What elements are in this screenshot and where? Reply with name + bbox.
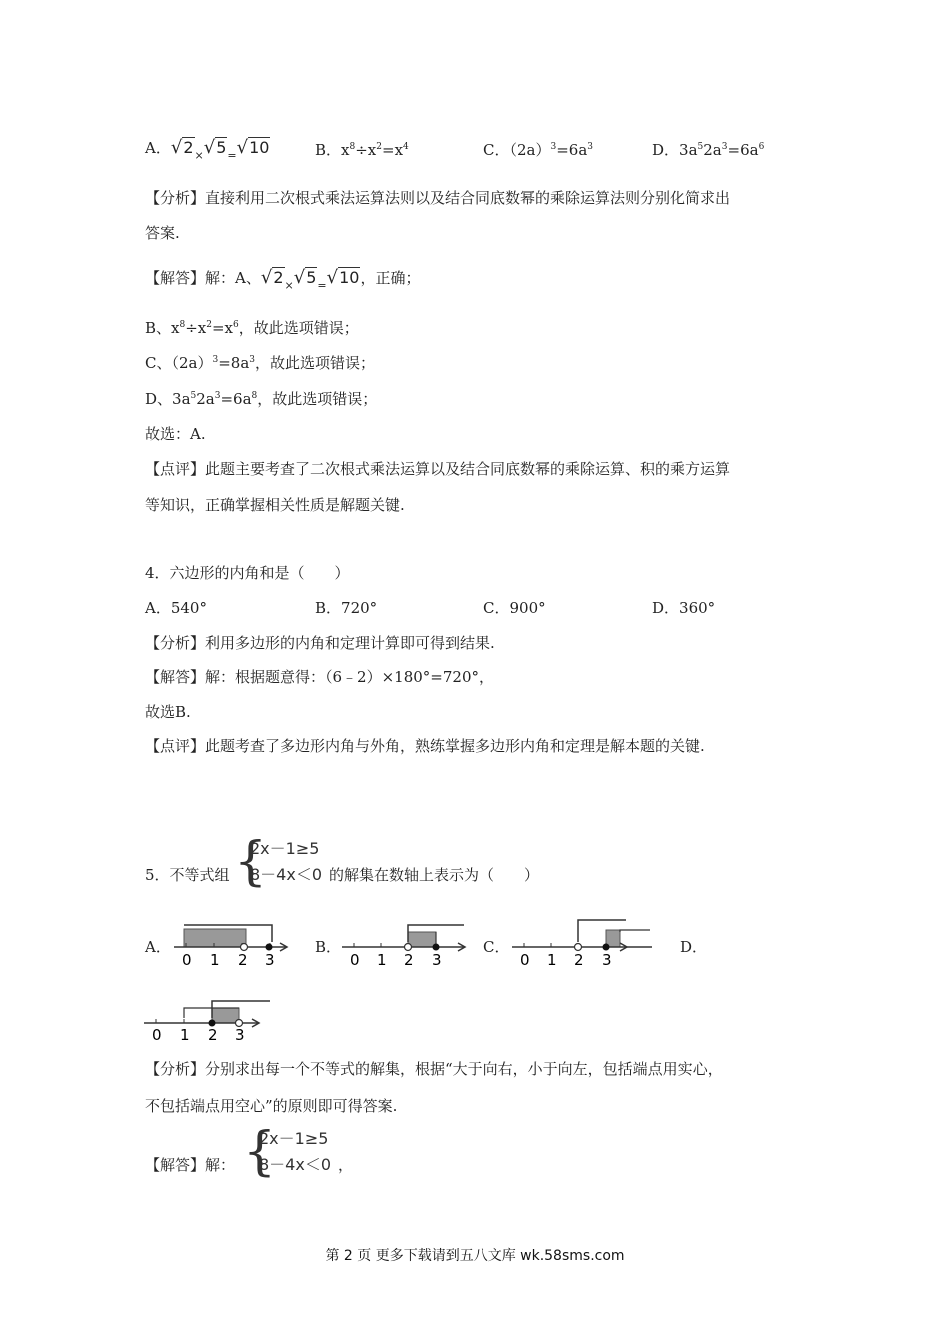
number-line-d	[142, 996, 274, 1042]
q5-option-c: C．	[483, 938, 510, 956]
q3-option-b: B．$x^8\div x^2=x^4$	[315, 141, 409, 159]
q5-answer-system: { 2x－1≥5 8－4x＜0	[243, 1122, 332, 1182]
q3-option-d: D．$3a^52a^3=6a^6$	[652, 141, 765, 159]
shaded-region	[408, 932, 436, 947]
q3-answer: 【解答】解：A、$√2_\times√5_=√10$，正确；	[145, 267, 421, 292]
q3-choose: 故选：A.	[145, 425, 206, 443]
tick-label: 2	[574, 951, 584, 968]
q4-option-b: B．720°	[315, 599, 378, 617]
q3-option-c: C．$(2a)^3=6a^3$	[483, 141, 594, 159]
q5-answer-comma: ，	[338, 1156, 354, 1174]
q5-suffix: 的解集在数轴上表示为（ ）	[329, 866, 540, 884]
sqrt5: √5	[293, 267, 317, 288]
q5-option-b: B．	[315, 938, 342, 956]
q5-analysis: 【分析】分别求出每一个不等式的解集，根据“大于向右，小于向左，包括端点用实心，	[145, 1060, 723, 1078]
q4-question: 4．六边形的内角和是（ ）	[145, 564, 350, 582]
tick-label: 1	[377, 951, 387, 968]
sqrt2: √2	[170, 137, 194, 158]
q5-analysis-cont: 不包括端点用空心”的原则即可得答案.	[145, 1097, 398, 1115]
number-line-c	[510, 916, 655, 968]
open-dot	[241, 944, 248, 951]
number-line-a	[172, 920, 292, 968]
q3-analysis-cont: 答案.	[145, 224, 180, 242]
q4-comment: 【点评】此题考查了多边形内角与外角，熟练掌握多边形内角和定理是解本题的关键.	[145, 737, 705, 755]
bracket-line	[620, 930, 650, 932]
tick-label: 1	[180, 1026, 190, 1042]
sqrt10: √10	[326, 267, 360, 288]
shaded-region	[212, 1008, 239, 1023]
q5-prefix: 5．不等式组	[145, 866, 230, 884]
sqrt2: √2	[260, 267, 284, 288]
q4-option-c: C．900°	[483, 599, 546, 617]
q3-step-b: B、$x^8\div x^2=x^6$，故此选项错误；	[145, 319, 359, 337]
tick-label: 0	[520, 951, 530, 968]
tick-label: 3	[235, 1026, 245, 1042]
tick-label: 1	[210, 951, 220, 968]
number-line-b	[340, 920, 470, 968]
q4-choose: 故选B.	[145, 703, 191, 721]
q4-option-d: D．360°	[652, 599, 716, 617]
sqrt5: √5	[203, 137, 227, 158]
tick-label: 0	[350, 951, 360, 968]
tick-label: 0	[182, 951, 192, 968]
page-footer: 第 2 页 更多下载请到五八文库 wk.58sms.com	[325, 1248, 625, 1264]
tick-label: 2	[238, 951, 248, 968]
q5-answer: 【解答】解：	[145, 1156, 236, 1174]
q3-comment-cont: 等知识，正确掌握相关性质是解题关键.	[145, 496, 405, 514]
sqrt10: √10	[236, 137, 270, 158]
open-dot	[405, 944, 412, 951]
q5-inequality-system: { 2x－1≥5 8－4x＜0	[234, 832, 323, 892]
q3-option-a: A．$√2_\times√5_=√10$	[145, 137, 270, 162]
shaded-region	[184, 929, 246, 947]
q3-step-c: C、$(2a)^3=8a^3$，故此选项错误；	[145, 354, 376, 372]
tick-label: 3	[432, 951, 442, 968]
tick-label: 3	[265, 951, 275, 968]
q3-analysis: 【分析】直接利用二次根式乘法运算法则以及结合同底数幂的乘除运算法则分别化简求出	[145, 189, 731, 207]
tick-label: 3	[602, 951, 612, 968]
tick-label: 1	[547, 951, 557, 968]
q4-option-a: A．540°	[145, 599, 207, 617]
solid-dot	[603, 944, 610, 951]
q5-option-a: A．	[145, 938, 171, 956]
tick-label: 2	[404, 951, 414, 968]
solid-dot	[433, 944, 440, 951]
q4-analysis: 【分析】利用多边形的内角和定理计算即可得到结果.	[145, 634, 495, 652]
tick-label: 2	[208, 1026, 218, 1042]
q3-step-d: D、$3a^52a^3=6a^8$，故此选项错误；	[145, 390, 378, 408]
open-dot	[575, 944, 582, 951]
solid-dot	[266, 944, 273, 951]
q4-answer: 【解答】解：根据题意得：（6﹣2）×180°=720°，	[145, 668, 495, 686]
q5-option-d: D．	[680, 938, 708, 956]
q3-comment: 【点评】此题主要考查了二次根式乘法运算以及结合同底数幂的乘除运算、积的乘方运算	[145, 460, 731, 478]
tick-label: 0	[152, 1026, 162, 1042]
